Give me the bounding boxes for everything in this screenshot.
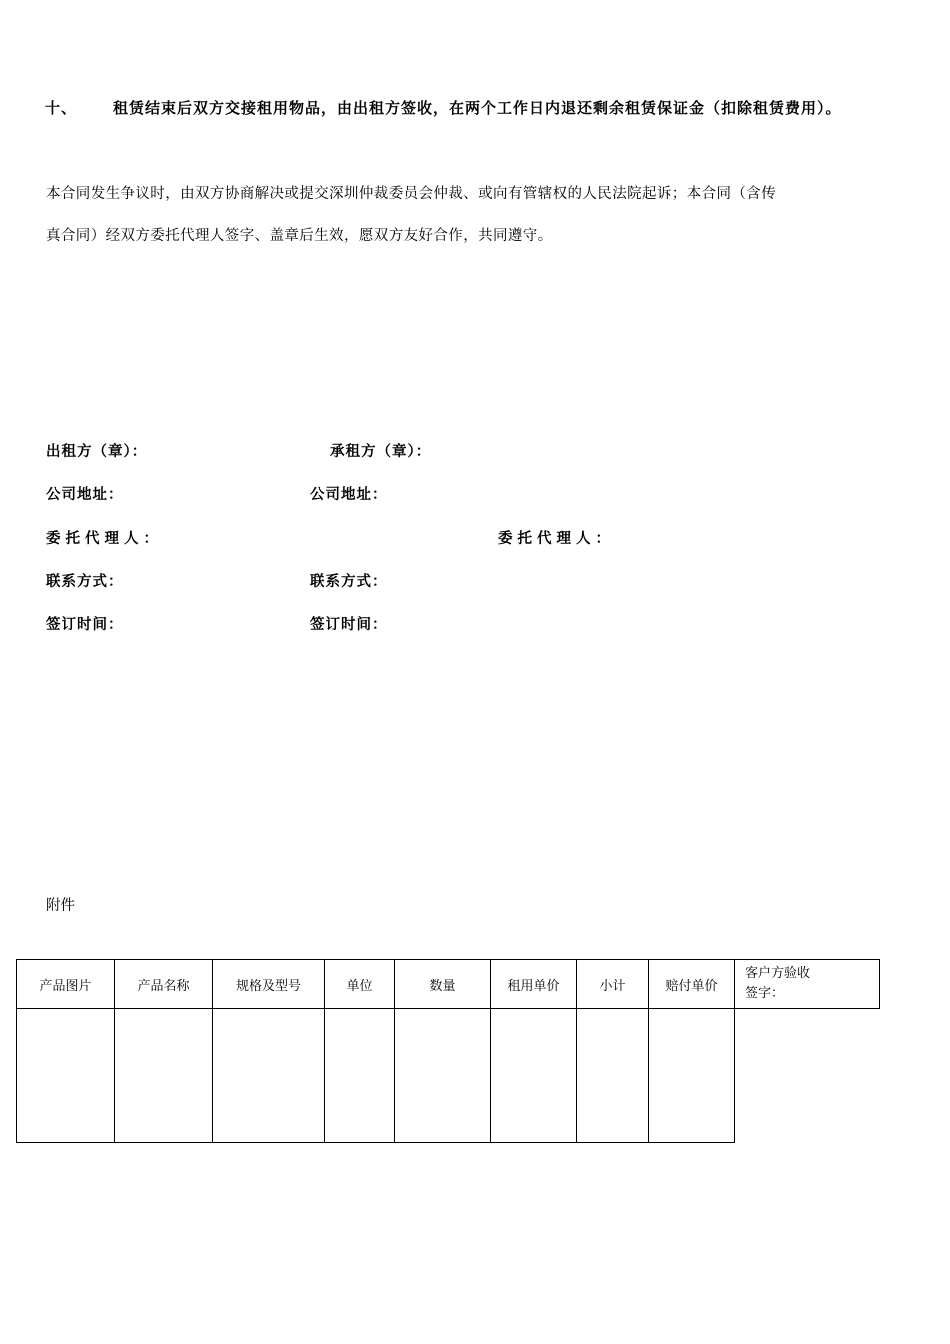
lessee-date-label: 签订时间：	[310, 617, 388, 633]
header-compensation-price: 赔付单价	[649, 960, 735, 1009]
attachment-title: 附件	[46, 898, 75, 914]
lessee-contact-label: 联系方式：	[310, 574, 388, 590]
lessee-seal-label: 承租方（章）：	[330, 444, 432, 460]
lessor-seal-label: 出租方（章）：	[46, 444, 148, 460]
header-rental-price: 租用单价	[491, 960, 577, 1009]
table-row	[17, 1009, 880, 1143]
cell-subtotal[interactable]	[577, 1009, 649, 1143]
cell-quantity[interactable]	[395, 1009, 491, 1143]
header-product-name: 产品名称	[115, 960, 213, 1009]
table-header-row	[17, 960, 880, 1009]
header-spec-model: 规格及型号	[213, 960, 325, 1009]
cell-compensation-price[interactable]	[649, 1009, 735, 1143]
cell-unit[interactable]	[325, 1009, 395, 1143]
header-unit: 单位	[325, 960, 395, 1009]
cell-rental-price[interactable]	[491, 1009, 577, 1143]
cell-product-name[interactable]	[115, 1009, 213, 1143]
dispute-clause-line-2: 真合同）经双方委托代理人签字、盖章后生效，愿双方友好合作，共同遵守。	[46, 228, 553, 244]
attachment-table	[16, 959, 880, 1143]
customer-verify-cell[interactable]	[735, 960, 880, 1009]
lessor-address-label: 公司地址：	[46, 487, 124, 503]
lessee-agent-label: 委托代理人：	[498, 531, 615, 547]
customer-verify-label: 客户方验收	[745, 966, 811, 981]
cell-product-image[interactable]	[17, 1009, 115, 1143]
lessor-agent-label: 委托代理人：	[46, 531, 163, 547]
header-subtotal: 小计	[577, 960, 649, 1009]
header-product-image: 产品图片	[17, 960, 115, 1009]
clause-text: 租赁结束后双方交接租用物品，由出租方签收，在两个工作日内退还剩余租赁保证金（扣除租赁费用）。	[113, 99, 842, 117]
lessee-address-label: 公司地址：	[310, 487, 388, 503]
header-quantity: 数量	[395, 960, 491, 1009]
cell-spec-model[interactable]	[213, 1009, 325, 1143]
lessor-date-label: 签订时间：	[46, 617, 124, 633]
lessor-contact-label: 联系方式：	[46, 574, 124, 590]
customer-signature-label: 签字：	[745, 986, 785, 1001]
dispute-clause-line-1: 本合同发生争议时，由双方协商解决或提交深圳仲裁委员会仲裁、或向有管辖权的人民法院起诉；本合同（含传	[46, 186, 777, 202]
clause-number: 十、	[45, 99, 78, 117]
